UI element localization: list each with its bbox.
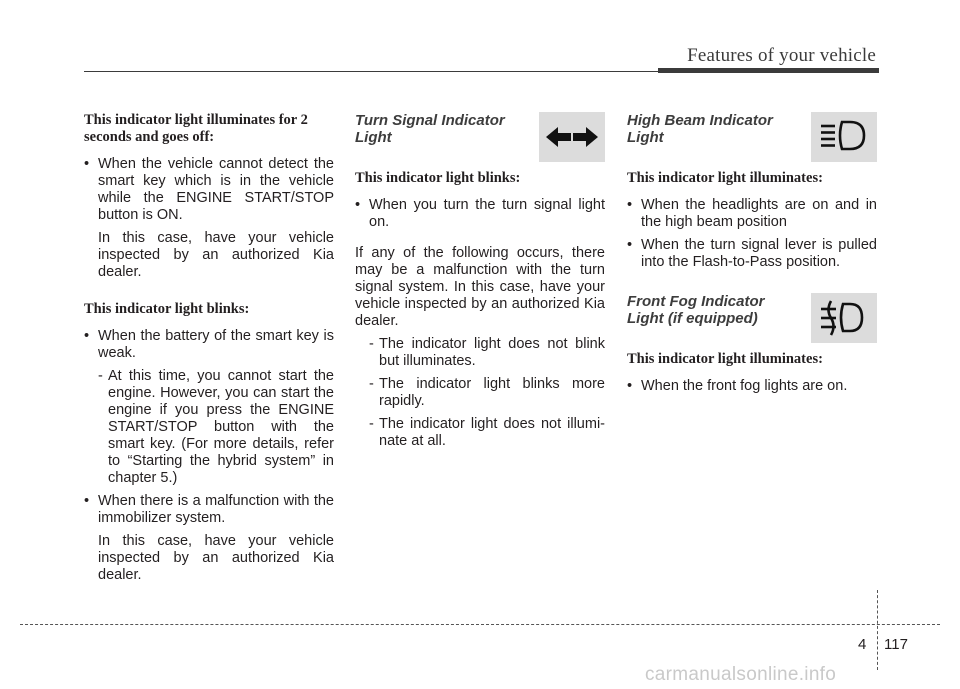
bullet-item: • When you turn the turn signal light on. (355, 197, 605, 230)
illuminates-heading: This indicator light illuminates: (627, 351, 823, 367)
dash-text: The indicator light blinks more rapidly. (379, 376, 605, 409)
dash-text: At this time, you cannot start the engine. However, you can start the engine if you press the ENGINE START/STOP button with the smart key. (For more details, refer to “Starting the hybrid system” in chapter 5.) (108, 368, 334, 486)
note-text: In this case, have your vehicle inspected by an authorized Kia dealer. (98, 230, 334, 280)
watermark: carmanualsonline.info (645, 664, 837, 685)
bullet-text: When the vehicle cannot detect the smart key which is in the vehicle while the ENGINE START/STOP button is ON. (98, 156, 334, 223)
bullet-text: When the headlights are on and in the high beam position (641, 197, 877, 230)
page-number: 117 (884, 636, 908, 653)
turn-signal-arrows-icon (539, 112, 605, 162)
column-1 (84, 112, 334, 590)
header-title: Features of your vehicle (687, 45, 876, 66)
column-3 (627, 112, 877, 401)
section-title-turn-signal: Turn Signal Indicator Light (355, 112, 505, 146)
blinks-heading: This indicator light blinks: (84, 301, 250, 317)
bullet-text: When the turn signal lever is pulled into the Flash-to-Pass position. (641, 237, 877, 270)
high-beam-header (627, 112, 877, 170)
dash-item: - The indicator light blinks more rapidly. (369, 376, 605, 409)
section-title-high-beam: High Beam Indicator Light (627, 112, 773, 146)
bullet-text: When you turn the turn signal light on. (369, 197, 605, 230)
bullet-item: • When there is a malfunction with the immobilizer system. (84, 493, 334, 526)
bullet-item: • When the headlights are on and in the high beam position (627, 197, 877, 230)
intro-heading: This indicator light illuminates for 2 seconds and goes off: (84, 112, 308, 145)
dash-item: - The indicator light does not blink but illuminates. (369, 336, 605, 369)
note-text: In this case, have your vehicle inspected by an authorized Kia dealer. (98, 533, 334, 583)
bullet-item: • When the battery of the smart key is weak. (84, 328, 334, 361)
high-beam-icon (811, 112, 877, 162)
footer-divider (877, 590, 878, 670)
bullet-item: • When the turn signal lever is pulled into the Flash-to-Pass position. (627, 237, 877, 270)
turn-signal-header (355, 112, 605, 170)
bullet-text: When there is a malfunction with the immobilizer system. (98, 493, 334, 526)
dash-text: The indicator light does not illumi-nate at all. (379, 416, 605, 449)
bullet-item: • When the vehicle cannot detect the smart key which is in the vehicle while the ENGINE START/STOP button is ON. (84, 156, 334, 223)
column-2 (355, 112, 605, 456)
illuminates-heading: This indicator light illuminates: (627, 170, 823, 186)
dash-item: - At this time, you cannot start the engine. However, you can start the engine if you press the ENGINE START/STOP button with the smart key. (For more details, refer to “Starting the hybrid system” in chapter 5.) (98, 368, 334, 486)
bullet-text: When the battery of the smart key is weak. (98, 328, 334, 361)
front-fog-header (627, 293, 877, 351)
bullet-item: • When the front fog lights are on. (627, 378, 848, 394)
footer-rule (20, 624, 940, 625)
header-rule (84, 71, 879, 72)
paragraph: If any of the following occurs, there may be a malfunction with the turn signal system. In this case, have your vehicle inspected by an authorized Kia dealer. (355, 245, 605, 329)
bullet-text: When the front fog lights are on. (641, 378, 848, 394)
chapter-number: 4 (858, 636, 867, 653)
section-title-front-fog: Front Fog Indicator Light (if equipped) (627, 293, 765, 327)
dash-item: - The indicator light does not illumi-nate at all. (369, 416, 605, 449)
dash-text: The indicator light does not blink but illuminates. (379, 336, 605, 369)
front-fog-light-icon (811, 293, 877, 343)
blinks-heading: This indicator light blinks: (355, 170, 521, 186)
